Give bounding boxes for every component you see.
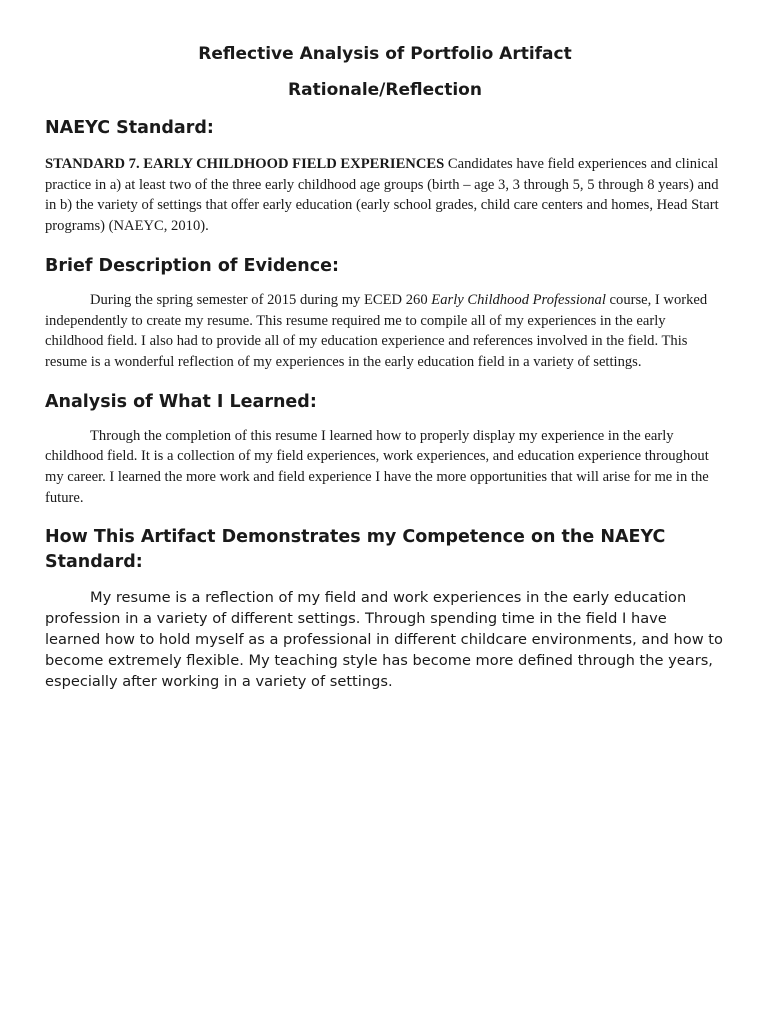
document-title: Reflective Analysis of Portfolio Artifact: [198, 44, 572, 64]
evidence-course-title: Early Childhood Professional: [431, 291, 606, 308]
evidence-paragraph: [45, 290, 725, 373]
evidence-text-after: course, I worked independently to create my resume. This resume required me to compile all of my experiences in the early childhood field. I also had to provide all of my education experience and references involved in the field. This resume is a wonderful reflection of my experiences in the early education field in a variety of settings.: [45, 291, 708, 370]
standard-lead: STANDARD 7. EARLY CHILDHOOD FIELD EXPERIENCES: [45, 156, 445, 172]
learned-heading: Analysis of What I Learned:: [45, 391, 317, 412]
competence-heading: How This Artifact Demonstrates my Competence on the NAEYC Standard:: [45, 527, 666, 573]
standard-heading: NAEYC Standard:: [45, 118, 214, 138]
document-page: [45, 44, 725, 692]
competence-paragraph: My resume is a reflection of my field and work experiences in the early education profession in a variety of different settings. Through spending time in the field I have learned how to hold myself as a professional in different childcare environments, and how to become extremely flexible. My teaching style has become more defined through the years, especially after working in a variety of settings.: [45, 589, 723, 691]
evidence-text-before: During the spring semester of 2015 during my ECED 260: [90, 291, 432, 308]
learned-paragraph: Through the completion of this resume I learned how to properly display my experience in the early childhood field. It is a collection of my field experiences, work experiences, and education experience throughout my career. I learned the more work and field experience I have the more opportunities that will arise for me in the future.: [45, 427, 709, 506]
standard-body: Candidates have field experiences and clinical practice in a) at least two of the three early childhood age groups (birth – age 3, 3 through 5, 5 through 8 years) and in b) the variety of settings that offer early education (early school grades, child care centers and homes, Head Start programs) (NAEYC, 2010).: [45, 156, 719, 235]
standard-paragraph: [45, 154, 725, 237]
document-subtitle: Rationale/Reflection: [288, 80, 482, 100]
evidence-heading: Brief Description of Evidence:: [45, 255, 340, 276]
